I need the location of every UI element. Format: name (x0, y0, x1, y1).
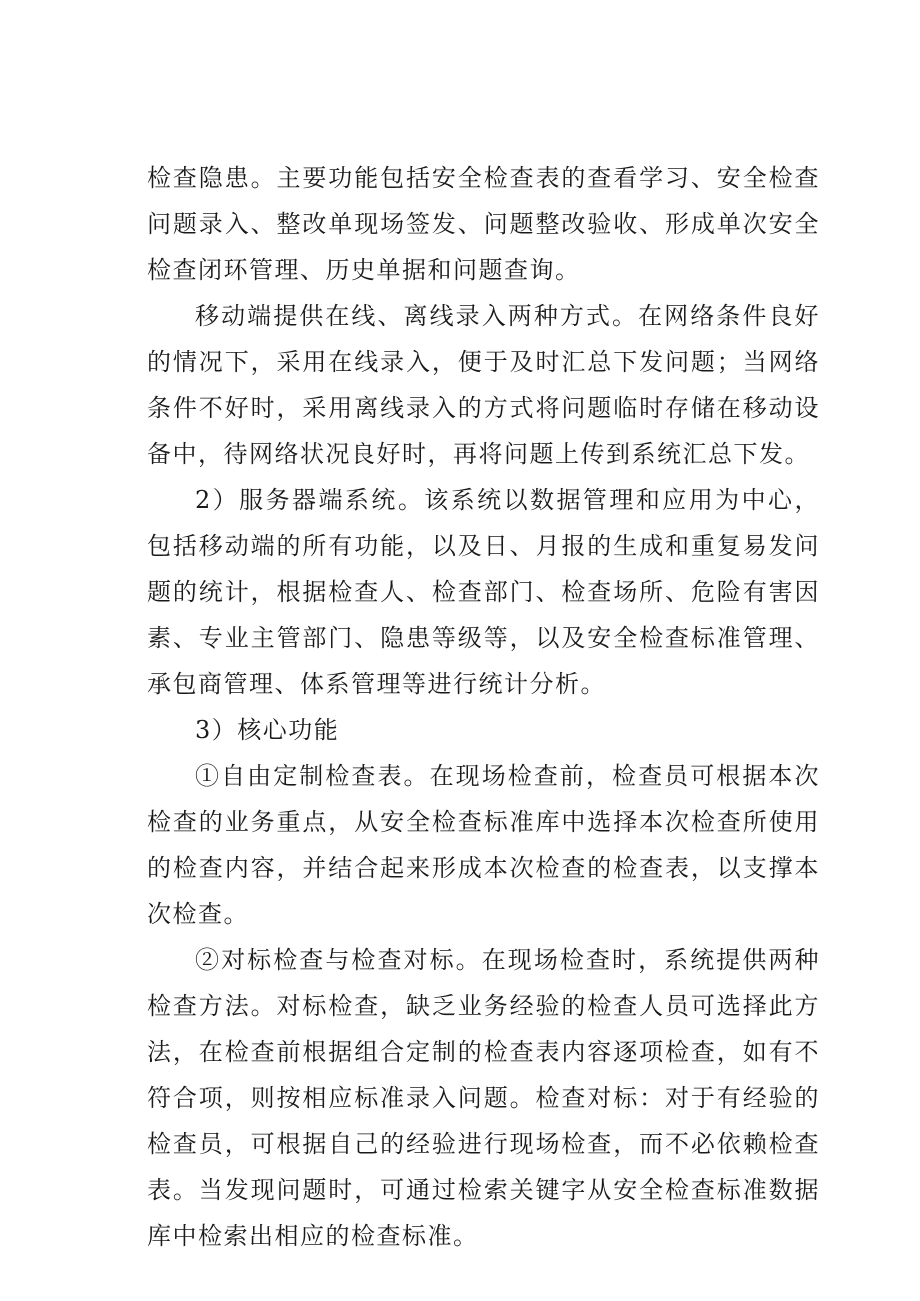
paragraph-core-functions-heading: 3）核心功能 (195, 716, 340, 744)
paragraph-benchmark-check: ②对标检查与检查对标。在现场检查时，系统提供两种检查方法。对标检查，缺乏业务经验的检查人员可选择此方法，在检查前根据组合定制的检查表内容逐项检查，如有不符合项，则按相应标准录入问题。检查对标：对于有经验的检查员，可根据自己的经验进行现场检查，而不必依赖检查表。当发现问题时，可通过检索关键字从安全检查标准数据库中检索出相应的检查标准。 (147, 946, 820, 1250)
paragraph-custom-checklist: ①自由定制检查表。在现场检查前，检查员可根据本次检查的业务重点，从安全检查标准库中选择本次检查所使用的检查内容，并结合起来形成本次检查的检查表，以支撑本次检查。 (147, 762, 820, 928)
paragraph-server-system: 2）服务器端系统。该系统以数据管理和应用为中心，包括移动端的所有功能，以及日、月报的生成和重复易发问题的统计，根据检查人、检查部门、检查场所、危险有害因素、专业主管部门、隐患等级等，以及安全检查标准管理、承包商管理、体系管理等进行统计分析。 (147, 486, 820, 698)
paragraph-continuation: 检查隐患。主要功能包括安全检查表的查看学习、安全检查问题录入、整改单现场签发、问题整改验收、形成单次安全检查闭环管理、历史单据和问题查询。 (147, 164, 820, 284)
paragraph-mobile-input-modes: 移动端提供在线、离线录入两种方式。在网络条件良好的情况下，采用在线录入，便于及时汇总下发问题；当网络条件不好时，采用离线录入的方式将问题临时存储在移动设备中，待网络状况良好时，再将问题上传到系统汇总下发。 (147, 302, 820, 468)
document-body (147, 155, 820, 1259)
